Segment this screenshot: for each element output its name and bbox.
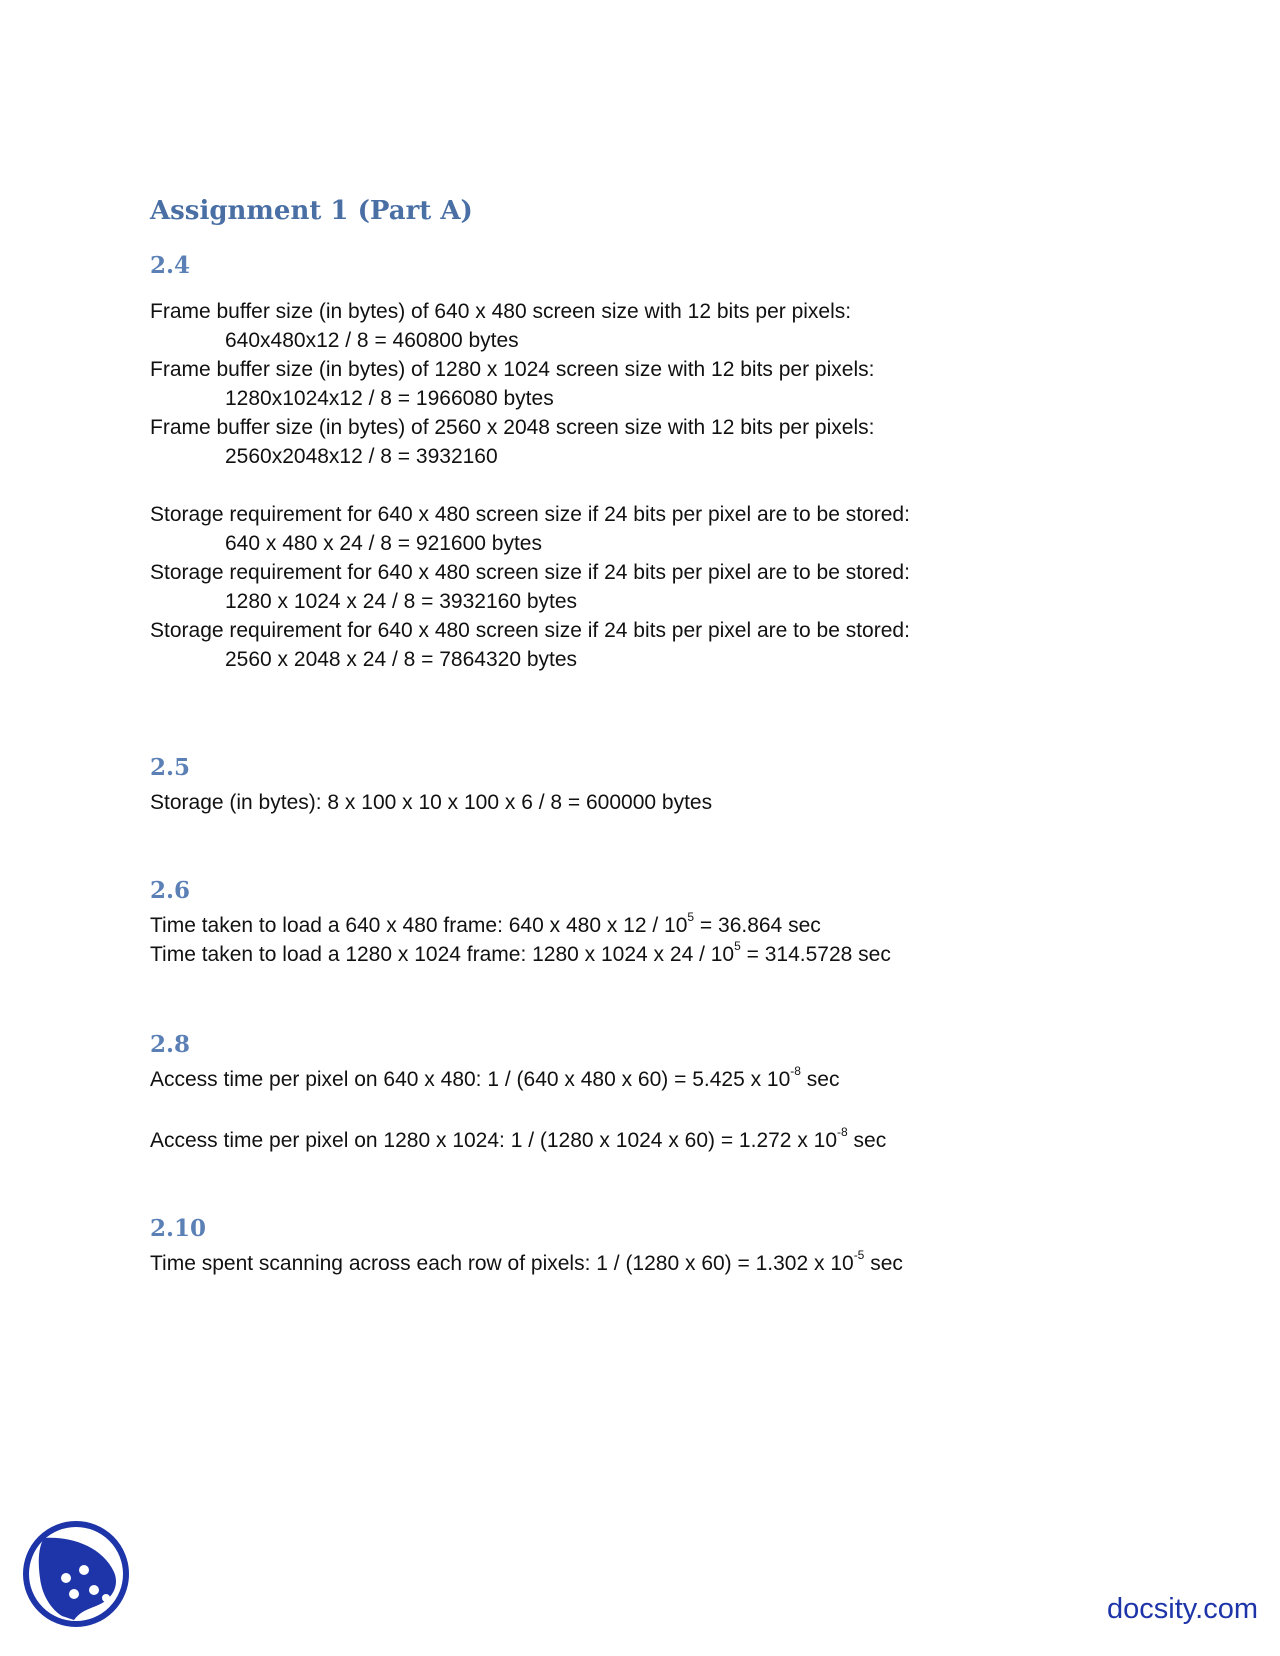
text-line: 2560x2048x12 / 8 = 3932160 [225, 445, 498, 468]
text-line: Storage requirement for 640 x 480 screen size if 24 bits per pixel are to be stored: [150, 619, 910, 642]
text-line: Frame buffer size (in bytes) of 1280 x 1024 screen size with 12 bits per pixels: [150, 358, 875, 381]
text-line: 640 x 480 x 24 / 8 = 921600 bytes [225, 532, 542, 555]
text-line: Storage requirement for 640 x 480 screen size if 24 bits per pixel are to be stored: [150, 503, 910, 526]
text-line: Frame buffer size (in bytes) of 2560 x 2048 screen size with 12 bits per pixels: [150, 416, 875, 439]
section-heading-2-10: 2.10 [150, 1215, 207, 1242]
section-heading-2-5: 2.5 [150, 754, 191, 781]
formula-line: Time taken to load a 640 x 480 frame: 640 x 480 x $12 / 10^5 = 36.864$ sec [150, 910, 821, 937]
text-line: 1280x1024x12 / 8 = 1966080 bytes [225, 387, 554, 410]
formula-line: Access time per pixel on 640 x 480: 1 / (640 x 480 x 60) = 5.425 x $10^{-8}$ sec [150, 1064, 840, 1091]
text-line: Storage (in bytes): 8 x 100 x 10 x 100 x 6 / 8 = 600000 bytes [150, 791, 713, 814]
section-heading-2-6: 2.6 [150, 877, 191, 904]
docsity-brand-link[interactable]: docsity.com [1107, 1593, 1258, 1625]
text-line: Frame buffer size (in bytes) of 640 x 480 screen size with 12 bits per pixels: [150, 300, 852, 323]
section-heading-2-4: 2.4 [150, 252, 191, 279]
formula-line: Time taken to load a 1280 x 1024 frame: 1280 x 1024 x $24 / 10^5 = 314.5728$ sec [150, 939, 891, 966]
text-line: 1280 x 1024 x 24 / 8 = 3932160 bytes [225, 590, 578, 613]
text-line: 2560 x 2048 x 24 / 8 = 7864320 bytes [225, 648, 578, 671]
formula-line: Access time per pixel on 1280 x 1024: 1 / (1280 x 1024 x 60) = 1.272 x $10^{-8}$ sec [150, 1125, 887, 1152]
text-line: Storage requirement for 640 x 480 screen size if 24 bits per pixel are to be stored: [150, 561, 910, 584]
docsity-logo-icon[interactable] [22, 1520, 130, 1628]
text-line: 640x480x12 / 8 = 460800 bytes [225, 329, 519, 352]
document-title: Assignment 1 (Part A) [150, 196, 473, 226]
formula-line: Time spent scanning across each row of pixels: 1 / (1280 x 60) = 1.302 x $10^{-5}$ sec [150, 1248, 903, 1275]
section-heading-2-8: 2.8 [150, 1031, 191, 1058]
